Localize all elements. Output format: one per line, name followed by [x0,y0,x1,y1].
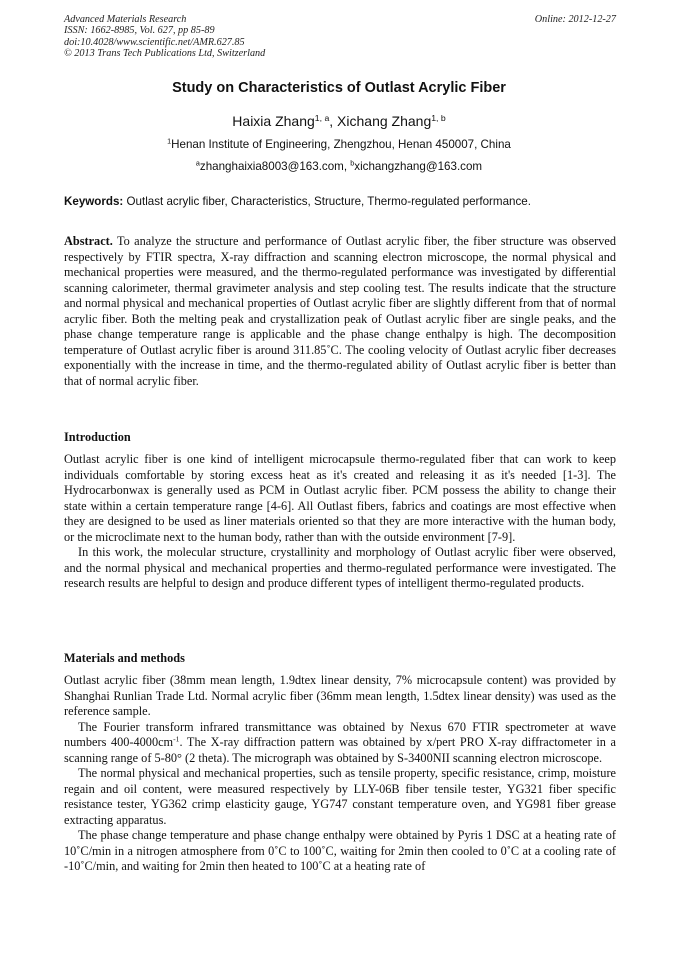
affiliation-superscript: 1 [167,136,172,146]
methods-body [64,673,616,875]
paper-title: Study on Characteristics of Outlast Acrylic Fiber [172,80,506,96]
issn-line: ISSN: 1662-8985, Vol. 627, pp 85-89 [64,25,215,37]
paragraph-text: . The X-ray diffraction pattern was obtained by x/pert PRO X-ray diffractometer in a scanning range of 5-80° (2 theta). The micrograph was obtained by S-3400NII scanning electron microscope. [64,735,616,765]
paragraph: Outlast acrylic fiber (38mm mean length, 1.9dtex linear density, 7% microcapsule content) was provided by Shanghai Runlian Trade Ltd. Normal acrylic fiber (36mm mean length, 1.5dtex linear density) was used as the reference sample. [64,673,616,718]
author-superscript: 1, b [431,112,446,123]
journal-name: Advanced Materials Research [64,14,187,25]
abstract [64,234,616,389]
paragraph [64,720,616,767]
unit-superscript: -1 [173,734,180,744]
paragraph: The normal physical and mechanical properties, such as tensile property, specific resistance, crimp, moisture regain and oil content, were measured respectively by LLY-06B fiber tensile tester, YG321 fiber specific resistance tester, YG362 crimp elasticity gauge, YG747 constant temperature oven, and YG981 fiber grease extracting apparatus. [64,766,616,827]
keywords-text: Outlast acrylic fiber, Characteristics, Structure, Thermo-regulated performance. [123,195,531,208]
journal-header [64,14,616,60]
abstract-label: Abstract. [64,234,113,248]
paragraph: The phase change temperature and phase change enthalpy were obtained by Pyris 1 DSC at a heating rate of 10˚C/min in a nitrogen atmosphere from 0˚C to 100˚C, waiting for 2min then cooled to 0˚C at a cooling rate of -10˚C/min, and waiting for 2min then heated to 100˚C at a heating rate of [64,828,616,873]
email-address: xichangzhang@163.com [354,160,483,173]
online-date: Online: 2012-12-27 [534,14,616,25]
doi-line: doi:10.4028/www.scientific.net/AMR.627.85 [64,36,245,48]
paragraph: In this work, the molecular structure, crystallinity and morphology of Outlast acrylic fiber were observed, and the normal physical and mechanical properties and thermo-regulated performance were investigated. The research results are helpful to design and produce different types of intelligent thermo-regulated products. [64,545,616,590]
abstract-text: To analyze the structure and performance of Outlast acrylic fiber, the fiber structure was observed respectively by FTIR spectra, X-ray diffraction and scanning electron microscope, the normal physical and mechanical properties were measured, and the thermo-regulated performance was investigated by differential scanning calorimeter, thermal gravimeter analysis and step cooling test. The results indicate that the structure and normal physical and mechanical properties of Outlast acrylic fiber are slightly different from that of normal acrylic fiber. Both the melting peak and crystallization peak of Outlast acrylic fiber are single peaks, and the phase change temperature range is applicable and the phase change enthalpy is high. The decomposition temperature of Outlast acrylic fiber is around 311.85˚C. The cooling velocity of Outlast acrylic fiber decreases exponentially with the increase in time, and the thermo-regulated ability of Outlast acrylic fiber is better than that of normal acrylic fiber. [64,234,616,388]
section-heading-methods: Materials and methods [64,651,185,665]
author-separator: , [329,113,338,129]
email-superscript: a [195,158,200,168]
author-name: Haixia Zhang [232,113,315,129]
affiliation [0,138,678,151]
copyright-line: © 2013 Trans Tech Publications Ltd, Switzerland [64,48,266,60]
section-heading-introduction: Introduction [64,430,131,444]
author-name: Xichang Zhang [337,113,432,129]
author-list [0,113,678,129]
introduction-body [64,452,616,592]
email-address: zhanghaixia8003@163.com, [199,160,351,173]
affiliation-text: Henan Institute of Engineering, Zhengzhou, Henan 450007, China [171,138,511,151]
email-superscript: b [350,158,355,168]
paragraph: Outlast acrylic fiber is one kind of intelligent microcapsule thermo-regulated fiber that can work to keep individuals comfortable by storing excess heat as it's created and releasing it as it's needed [1-3]. The Hydrocarbonwax is generally used as PCM in Outlast acrylic fiber. PCM possess the ability to change their state within a certain temperature range [4-6]. All Outlast fibers, fabrics and coatings are most effective when they are designed to be used as liner materials oriented so that they are more interactive with the human body, or the microclimate next to the human body, rather than with the outside environment [7-9]. [64,452,616,544]
paragraph-text: The Fourier transform infrared transmittance was obtained by Nexus 670 FTIR spectrometer at wave numbers 400-4000cm [64,719,616,749]
keywords [64,195,616,208]
email-line [0,160,678,173]
keywords-label: Keywords: [64,195,124,208]
author-superscript: 1, a [314,112,330,123]
